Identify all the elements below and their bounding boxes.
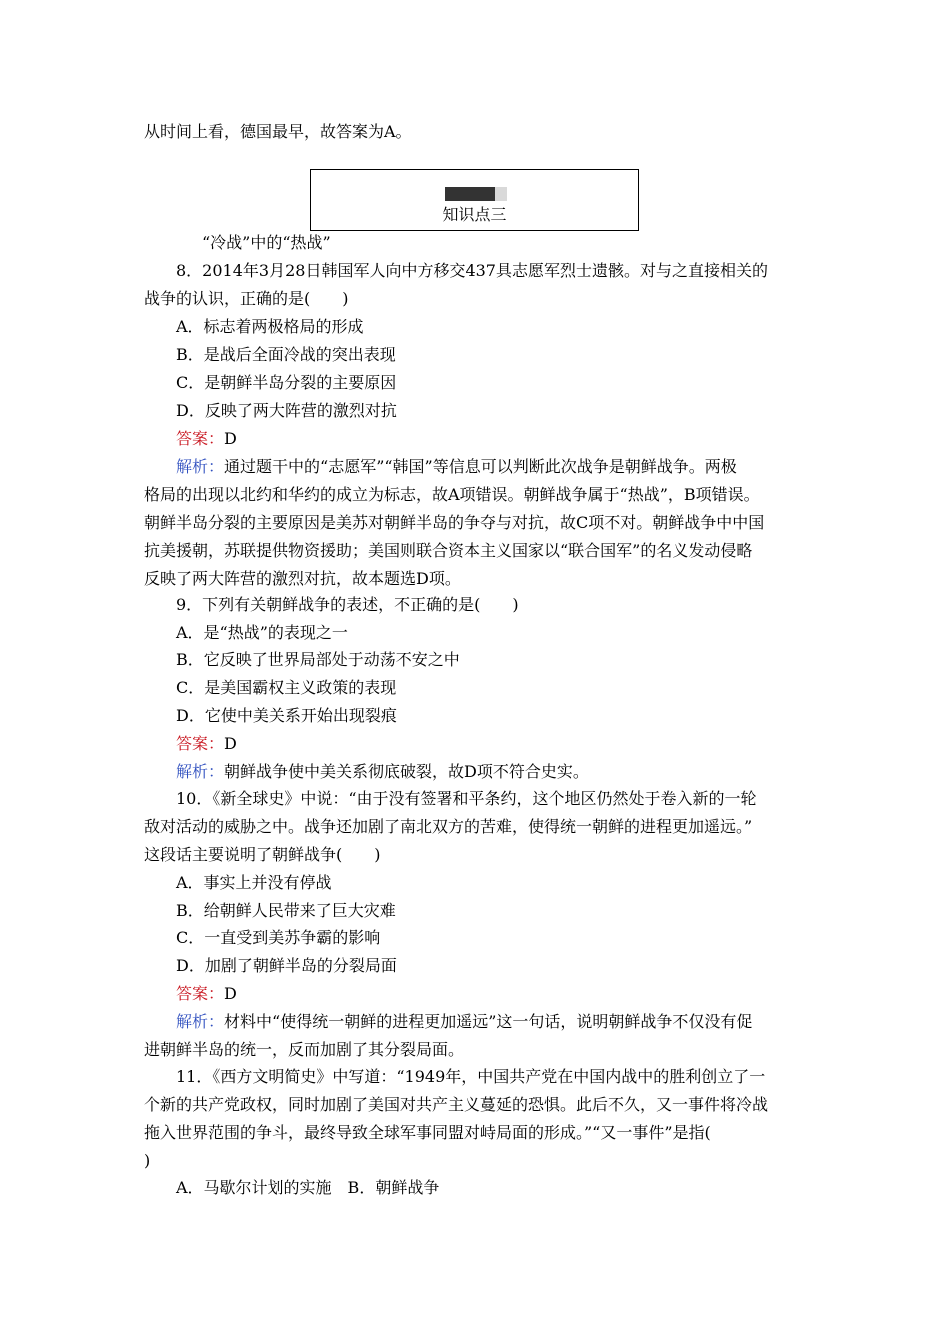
answer-value: D <box>224 984 237 1003</box>
q9-option-c: C．是美国霸权主义政策的表现 <box>176 678 397 697</box>
q9-analysis <box>176 762 589 782</box>
q10-stem-line2: 敌对活动的威胁之中。战争还加剧了南北双方的苦难，使得统一朝鲜的进程更加遥远。” <box>144 817 753 836</box>
q8-stem-line1: 8．2014年3月28日韩国军人向中方移交437具志愿军烈士遗骸。对与之直接相关的 <box>176 261 768 280</box>
analysis-text: 材料中“使得统一朝鲜的进程更加遥远”这一句话，说明朝鲜战争不仅没有促 <box>224 1012 753 1031</box>
analysis-label: 解析： <box>176 762 225 781</box>
q11-stem-line2: 个新的共产党政权，同时加剧了美国对共产主义蔓延的恐惧。此后不久，又一事件将冷战 <box>144 1095 769 1114</box>
section-subtitle: “冷战”中的“热战” <box>202 233 331 252</box>
q8-option-d: D．反映了两大阵营的激烈对抗 <box>176 401 397 420</box>
q11-stem-line3: 拖入世界范围的争斗，最终导致全球军事同盟对峙局面的形成。”“又一事件”是指( <box>144 1123 711 1142</box>
q9-option-b: B．它反映了世界局部处于动荡不安之中 <box>176 650 460 669</box>
answer-value: D <box>224 429 237 448</box>
section-title: 知识点三 <box>442 205 507 224</box>
section-tag-icon <box>445 187 507 201</box>
q11-stem-line4: ) <box>144 1151 151 1170</box>
q10-option-a: A．事实上并没有停战 <box>176 873 332 892</box>
q8-option-a: A．标志着两极格局的形成 <box>176 317 364 336</box>
q8-analysis-line1 <box>176 457 737 477</box>
q10-stem-line1: 10．《新全球史》中说：“由于没有签署和平条约，这个地区仍然处于卷入新的一轮 <box>176 789 757 808</box>
q8-analysis-line4: 抗美援朝，苏联提供物资援助；美国则联合资本主义国家以“联合国军”的名义发动侵略 <box>144 541 753 560</box>
q10-option-d: D．加剧了朝鲜半岛的分裂局面 <box>176 956 397 975</box>
answer-label: 答案： <box>176 429 225 448</box>
q10-option-c: C．一直受到美苏争霸的影响 <box>176 928 381 947</box>
answer-value: D <box>224 734 237 753</box>
q8-analysis-line3: 朝鲜半岛分裂的主要原因是美苏对朝鲜半岛的争夺与对抗，故C项不对。朝鲜战争中中国 <box>144 513 765 532</box>
q9-option-a: A．是“热战”的表现之一 <box>176 623 348 642</box>
analysis-label: 解析： <box>176 1012 225 1031</box>
q8-stem-line2: 战争的认识，正确的是( ) <box>144 289 349 308</box>
analysis-label: 解析： <box>176 457 225 476</box>
analysis-text: 朝鲜战争使中美关系彻底破裂，故D项不符合史实。 <box>224 762 589 781</box>
q10-option-b: B．给朝鲜人民带来了巨大灾难 <box>176 901 396 920</box>
q8-option-b: B．是战后全面冷战的突出表现 <box>176 345 396 364</box>
q11-options: A．马歇尔计划的实施 B．朝鲜战争 <box>176 1178 440 1197</box>
q10-answer <box>176 984 237 1004</box>
section-header-box <box>310 169 639 231</box>
q8-answer <box>176 429 237 449</box>
answer-label: 答案： <box>176 984 225 1003</box>
q8-analysis-line2: 格局的出现以北约和华约的成立为标志，故A项错误。朝鲜战争属于“热战”，B项错误。 <box>144 485 760 504</box>
q10-stem-line3: 这段话主要说明了朝鲜战争( ) <box>144 845 381 864</box>
q8-option-c: C．是朝鲜半岛分裂的主要原因 <box>176 373 397 392</box>
q11-stem-line1: 11．《西方文明简史》中写道：“1949年，中国共产党在中国内战中的胜利创立了一 <box>176 1067 766 1086</box>
q9-stem: 9．下列有关朝鲜战争的表述，不正确的是( ) <box>176 595 519 614</box>
q9-answer <box>176 734 237 754</box>
q10-analysis-line2: 进朝鲜半岛的统一，反而加剧了其分裂局面。 <box>144 1040 465 1059</box>
q10-analysis-line1 <box>176 1012 752 1032</box>
q8-analysis-line5: 反映了两大阵营的激烈对抗，故本题选D项。 <box>144 569 461 588</box>
intro-text: 从时间上看，德国最早，故答案为A。 <box>144 122 412 141</box>
answer-label: 答案： <box>176 734 225 753</box>
analysis-text: 通过题干中的“志愿军”“韩国”等信息可以判断此次战争是朝鲜战争。两极 <box>224 457 737 476</box>
q9-option-d: D．它使中美关系开始出现裂痕 <box>176 706 397 725</box>
